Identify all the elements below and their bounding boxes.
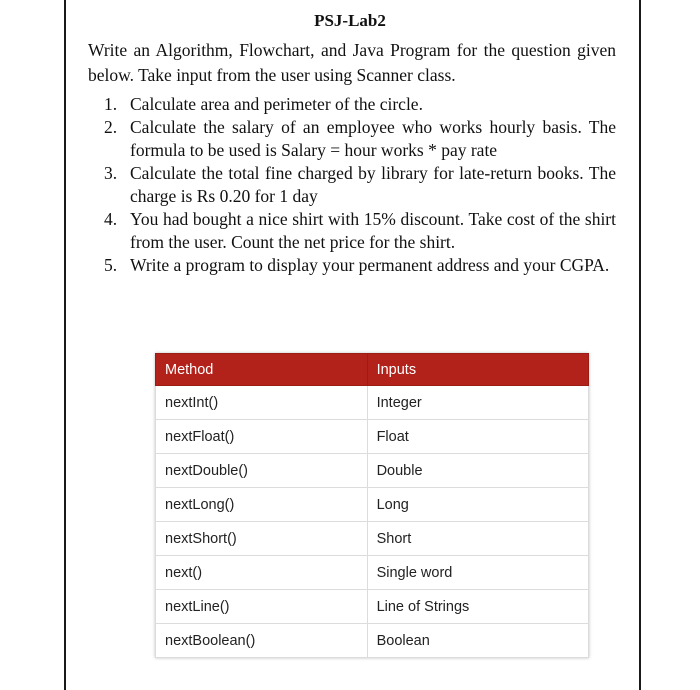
method-cell: nextShort(): [156, 522, 368, 556]
item-text: Write a program to display your permanent address and your CGPA.: [130, 255, 610, 275]
item-number: 4.: [104, 209, 118, 229]
item-text: Calculate area and perimeter of the circle.: [130, 94, 423, 114]
column-header-method: Method: [156, 354, 368, 386]
scanner-methods-table: [155, 353, 589, 658]
question-list: [104, 93, 616, 277]
table-row: [156, 488, 589, 522]
item-text: Calculate the total fine charged by library for late-return books. The charge is Rs 0.20 for 1 day: [130, 163, 616, 206]
list-item: [104, 116, 616, 162]
item-number: 5.: [104, 255, 118, 275]
table-row: [156, 556, 589, 590]
item-text: Calculate the salary of an employee who works hourly basis. The formula to be used is Salary = hour works * pay rate: [130, 117, 616, 160]
method-cell: nextInt(): [156, 386, 368, 420]
method-cell: nextFloat(): [156, 420, 368, 454]
item-number: 1.: [104, 94, 118, 114]
method-cell: nextDouble(): [156, 454, 368, 488]
input-cell: Boolean: [367, 624, 588, 658]
method-cell: next(): [156, 556, 368, 590]
input-cell: Single word: [367, 556, 588, 590]
item-text: You had bought a nice shirt with 15% discount. Take cost of the shirt from the user. Count the net price for the shirt.: [130, 209, 616, 252]
table-row: [156, 624, 589, 658]
list-item: [104, 93, 616, 116]
method-cell: nextLong(): [156, 488, 368, 522]
intro-paragraph: Write an Algorithm, Flowchart, and Java Program for the question given below. Take input from the user using Scanner class.: [88, 40, 616, 85]
table-row: [156, 454, 589, 488]
table-row: [156, 522, 589, 556]
list-item: [104, 162, 616, 208]
input-cell: Double: [367, 454, 588, 488]
list-item: [104, 208, 616, 254]
page-border-left: [64, 0, 66, 690]
page-title: PSJ-Lab2: [314, 11, 386, 30]
table-header-row: [156, 354, 589, 386]
item-number: 2.: [104, 117, 118, 137]
table-row: [156, 386, 589, 420]
input-cell: Line of Strings: [367, 590, 588, 624]
list-item: [104, 254, 616, 277]
item-number: 3.: [104, 163, 118, 183]
input-cell: Short: [367, 522, 588, 556]
input-cell: Integer: [367, 386, 588, 420]
column-header-inputs: Inputs: [367, 354, 588, 386]
input-cell: Long: [367, 488, 588, 522]
input-cell: Float: [367, 420, 588, 454]
page-border-right: [639, 0, 641, 690]
method-cell: nextLine(): [156, 590, 368, 624]
method-cell: nextBoolean(): [156, 624, 368, 658]
table-row: [156, 590, 589, 624]
table-row: [156, 420, 589, 454]
